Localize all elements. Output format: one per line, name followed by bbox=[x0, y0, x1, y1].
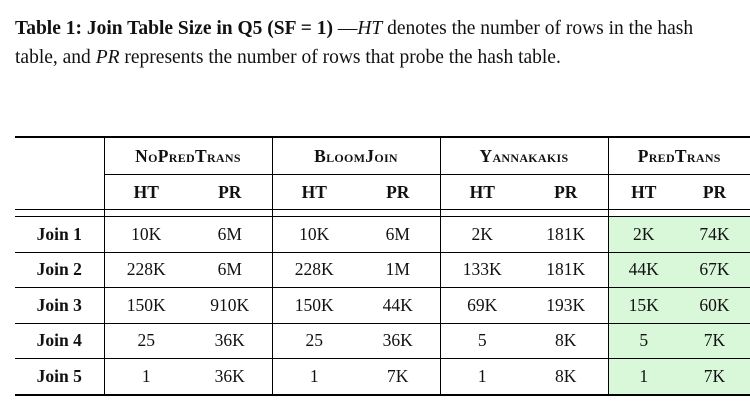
table-cell: 1M bbox=[356, 252, 440, 288]
corner-cell bbox=[15, 175, 104, 210]
row-label: Join 5 bbox=[15, 359, 104, 395]
metric-header: HT bbox=[440, 175, 524, 210]
table-cell: 1 bbox=[104, 359, 188, 395]
join-size-table bbox=[15, 136, 750, 396]
table-cell: 150K bbox=[272, 288, 356, 324]
table-cell: 193K bbox=[524, 288, 608, 324]
table-cell: 181K bbox=[524, 252, 608, 288]
caption-dash: — bbox=[332, 18, 358, 39]
table-cell: 60K bbox=[679, 288, 750, 324]
row-label: Join 2 bbox=[15, 252, 104, 288]
table-cell: 44K bbox=[356, 288, 440, 324]
metric-header: HT bbox=[608, 175, 679, 210]
table-cell: 74K bbox=[679, 217, 750, 253]
metric-header: HT bbox=[104, 175, 188, 210]
caption-label: Table 1: Join Table Size in Q5 (SF = 1) bbox=[15, 18, 333, 39]
system-header: Yannakakis bbox=[440, 138, 608, 175]
table-cell: 150K bbox=[104, 288, 188, 324]
system-header: NoPredTrans bbox=[104, 138, 272, 175]
metric-header: PR bbox=[524, 175, 608, 210]
table-cell: 69K bbox=[440, 288, 524, 324]
table-cell: 36K bbox=[356, 323, 440, 359]
caption-ht-abbr: HT bbox=[357, 18, 383, 39]
row-label: Join 1 bbox=[36, 223, 82, 244]
system-header: BloomJoin bbox=[272, 138, 440, 175]
corner-cell bbox=[15, 138, 104, 175]
metric-header-row bbox=[15, 175, 750, 210]
table-cell: 910K bbox=[188, 288, 272, 324]
caption-text-1: denotes the number of rows in the hash table, and bbox=[15, 18, 694, 68]
table-cell: 10K bbox=[104, 217, 188, 253]
table-cell: 6M bbox=[188, 252, 272, 288]
metric-header: PR bbox=[188, 175, 272, 210]
table-cell: 36K bbox=[188, 323, 272, 359]
row-label: Join 4 bbox=[15, 323, 104, 359]
system-header: PredTrans bbox=[608, 138, 750, 175]
table-cell: 15K bbox=[608, 288, 679, 324]
table-cell: 6M bbox=[385, 223, 410, 244]
table-cell: 2K bbox=[440, 217, 524, 253]
row-label: Join 3 bbox=[15, 288, 104, 324]
table-cell: 228K bbox=[104, 252, 188, 288]
table-cell: 25 bbox=[272, 323, 356, 359]
table-row bbox=[15, 359, 750, 395]
table-cell: 8K bbox=[524, 323, 608, 359]
table-cell: 7K bbox=[679, 323, 750, 359]
table-cell: 1 bbox=[608, 359, 679, 395]
caption-pr-abbr: PR bbox=[95, 47, 120, 68]
table-cell: 1 bbox=[440, 359, 524, 395]
table-cell: 1 bbox=[272, 359, 356, 395]
table-cell: 5 bbox=[608, 323, 679, 359]
table-caption bbox=[15, 14, 710, 72]
table-row bbox=[15, 288, 750, 324]
caption-text-2: represents the number of rows that probe the hash table. bbox=[119, 47, 561, 68]
table-cell: 5 bbox=[440, 323, 524, 359]
table-row bbox=[15, 323, 750, 359]
metric-header: HT bbox=[272, 175, 356, 210]
table-row bbox=[15, 252, 750, 288]
table-cell: 228K bbox=[272, 252, 356, 288]
table-cell: 25 bbox=[104, 323, 188, 359]
table-row bbox=[15, 217, 750, 253]
table-cell: 67K bbox=[679, 252, 750, 288]
table-cell: 2K bbox=[608, 217, 679, 253]
table-cell: 10K bbox=[272, 217, 356, 253]
table-cell: 133K bbox=[440, 252, 524, 288]
table-cell: 44K bbox=[608, 252, 679, 288]
metric-header: PR bbox=[679, 175, 750, 210]
system-header-row bbox=[15, 138, 750, 175]
table-cell: 6M bbox=[217, 223, 242, 244]
metric-header: PR bbox=[356, 175, 440, 210]
table-cell: 181K bbox=[546, 223, 586, 244]
table-cell: 36K bbox=[188, 359, 272, 395]
table-cell: 7K bbox=[356, 359, 440, 395]
table-cell: 7K bbox=[679, 359, 750, 395]
table-cell: 8K bbox=[524, 359, 608, 395]
